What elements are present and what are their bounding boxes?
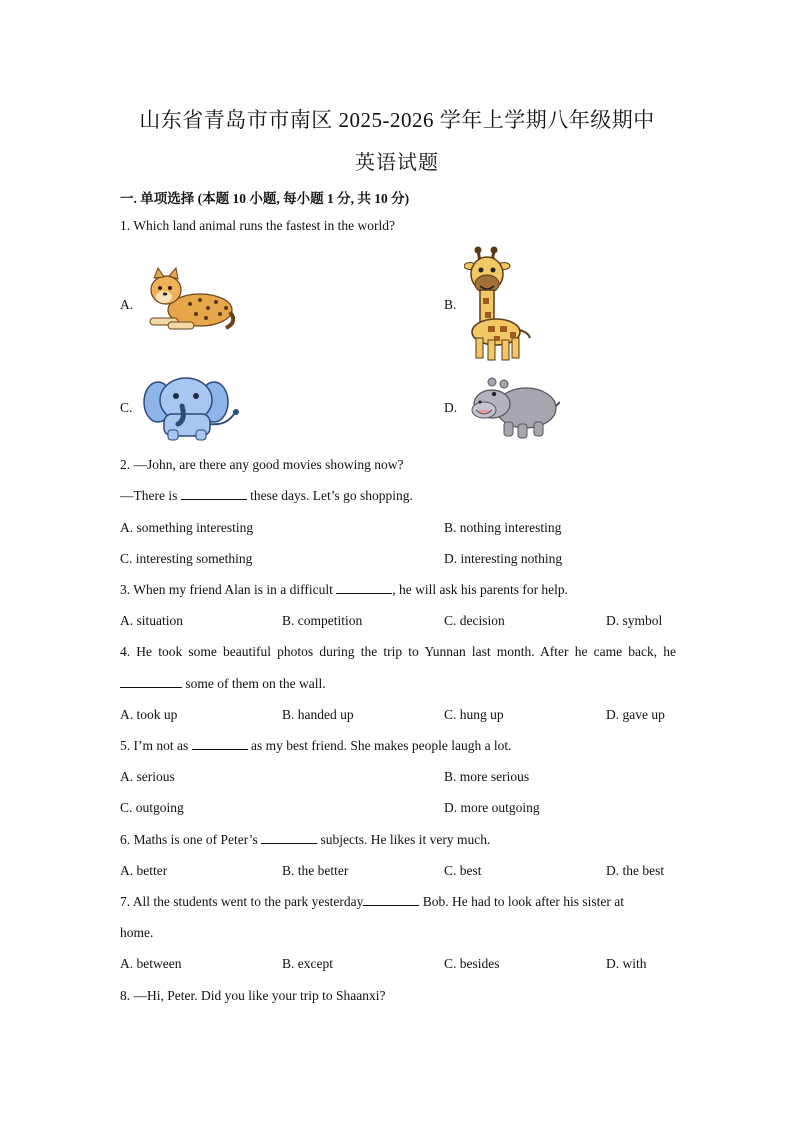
q2-option-c: C. interesting something bbox=[120, 551, 253, 566]
section-heading: 一. 单项选择 (本题 10 小题, 每小题 1 分, 共 10 分) bbox=[120, 191, 410, 206]
q7-option-b: B. except bbox=[282, 956, 333, 971]
q7-option-a: A. between bbox=[120, 956, 182, 971]
answer-blank bbox=[181, 488, 247, 500]
q4-option-a: A. took up bbox=[120, 707, 178, 722]
q2-reply-start: —There is bbox=[120, 488, 181, 503]
q4-stem-end: some of them on the wall. bbox=[182, 676, 326, 691]
q1-option-c-label: C. bbox=[120, 400, 133, 415]
q7-option-d: D. with bbox=[606, 956, 647, 971]
q6-option-b: B. the better bbox=[282, 863, 349, 878]
q3-stem-end: , he will ask his parents for help. bbox=[392, 582, 569, 597]
question-4-stem-cont bbox=[120, 676, 326, 692]
cheetah-picture bbox=[142, 266, 238, 334]
q3-option-d: D. symbol bbox=[606, 613, 663, 628]
q3-option-c: C. decision bbox=[444, 613, 505, 628]
giraffe-picture bbox=[464, 246, 536, 362]
q5-option-c: C. outgoing bbox=[120, 800, 184, 815]
q4-option-c: C. hung up bbox=[444, 707, 504, 722]
answer-blank bbox=[261, 832, 317, 844]
q5-stem-end: as my best friend. She makes people laugh a lot. bbox=[247, 738, 512, 753]
q2-option-d: D. interesting nothing bbox=[444, 551, 563, 566]
question-1-stem: 1. Which land animal runs the fastest in the world? bbox=[120, 218, 395, 233]
q6-option-d: D. the best bbox=[606, 863, 665, 878]
q4-option-d: D. gave up bbox=[606, 707, 665, 722]
q1-option-d-label: D. bbox=[444, 400, 458, 415]
q6-option-a: A. better bbox=[120, 863, 168, 878]
answer-blank bbox=[192, 738, 248, 750]
q7-stem-start: 7. All the students went to the park yesterday bbox=[120, 894, 364, 909]
q7-stem-end: Bob. He had to look after his sister at bbox=[419, 894, 625, 909]
q1-option-b-label: B. bbox=[444, 297, 457, 312]
question-5-stem bbox=[120, 738, 512, 754]
q6-stem-end: subjects. He likes it very much. bbox=[317, 832, 491, 847]
question-8-stem: 8. —Hi, Peter. Did you like your trip to Shaanxi? bbox=[120, 988, 386, 1003]
q6-stem-start: 6. Maths is one of Peter’s bbox=[120, 832, 262, 847]
question-7-stem-cont: home. bbox=[120, 925, 154, 940]
elephant-picture bbox=[142, 374, 242, 442]
q2-option-a: A. something interesting bbox=[120, 520, 254, 535]
q5-option-a: A. serious bbox=[120, 769, 175, 784]
answer-blank bbox=[336, 582, 392, 594]
q5-stem-start: 5. I’m not as bbox=[120, 738, 192, 753]
q3-option-a: A. situation bbox=[120, 613, 183, 628]
hippo-picture bbox=[470, 372, 560, 440]
q2-reply-end: these days. Let’s go shopping. bbox=[246, 488, 413, 503]
q7-option-c: C. besides bbox=[444, 956, 500, 971]
q6-option-c: C. best bbox=[444, 863, 482, 878]
question-2-reply bbox=[120, 488, 413, 504]
q1-option-a-label: A. bbox=[120, 297, 134, 312]
q3-option-b: B. competition bbox=[282, 613, 363, 628]
question-7-stem bbox=[120, 894, 624, 910]
q5-option-d: D. more outgoing bbox=[444, 800, 540, 815]
answer-blank bbox=[363, 894, 419, 906]
q5-option-b: B. more serious bbox=[444, 769, 530, 784]
page-title: 山东省青岛市市南区 2025-2026 学年上学期八年级期中 bbox=[139, 108, 655, 132]
q4-option-b: B. handed up bbox=[282, 707, 354, 722]
q2-option-b: B. nothing interesting bbox=[444, 520, 562, 535]
question-6-stem bbox=[120, 832, 490, 848]
question-2-stem: 2. —John, are there any good movies showing now? bbox=[120, 457, 404, 472]
answer-blank bbox=[120, 676, 182, 688]
question-3-stem bbox=[120, 582, 568, 598]
page-subtitle: 英语试题 bbox=[355, 152, 439, 174]
q3-stem-start: 3. When my friend Alan is in a difficult bbox=[120, 582, 337, 597]
question-4-stem: 4. He took some beautiful photos during the trip to Yunnan last month. After he came back, he bbox=[120, 644, 676, 659]
